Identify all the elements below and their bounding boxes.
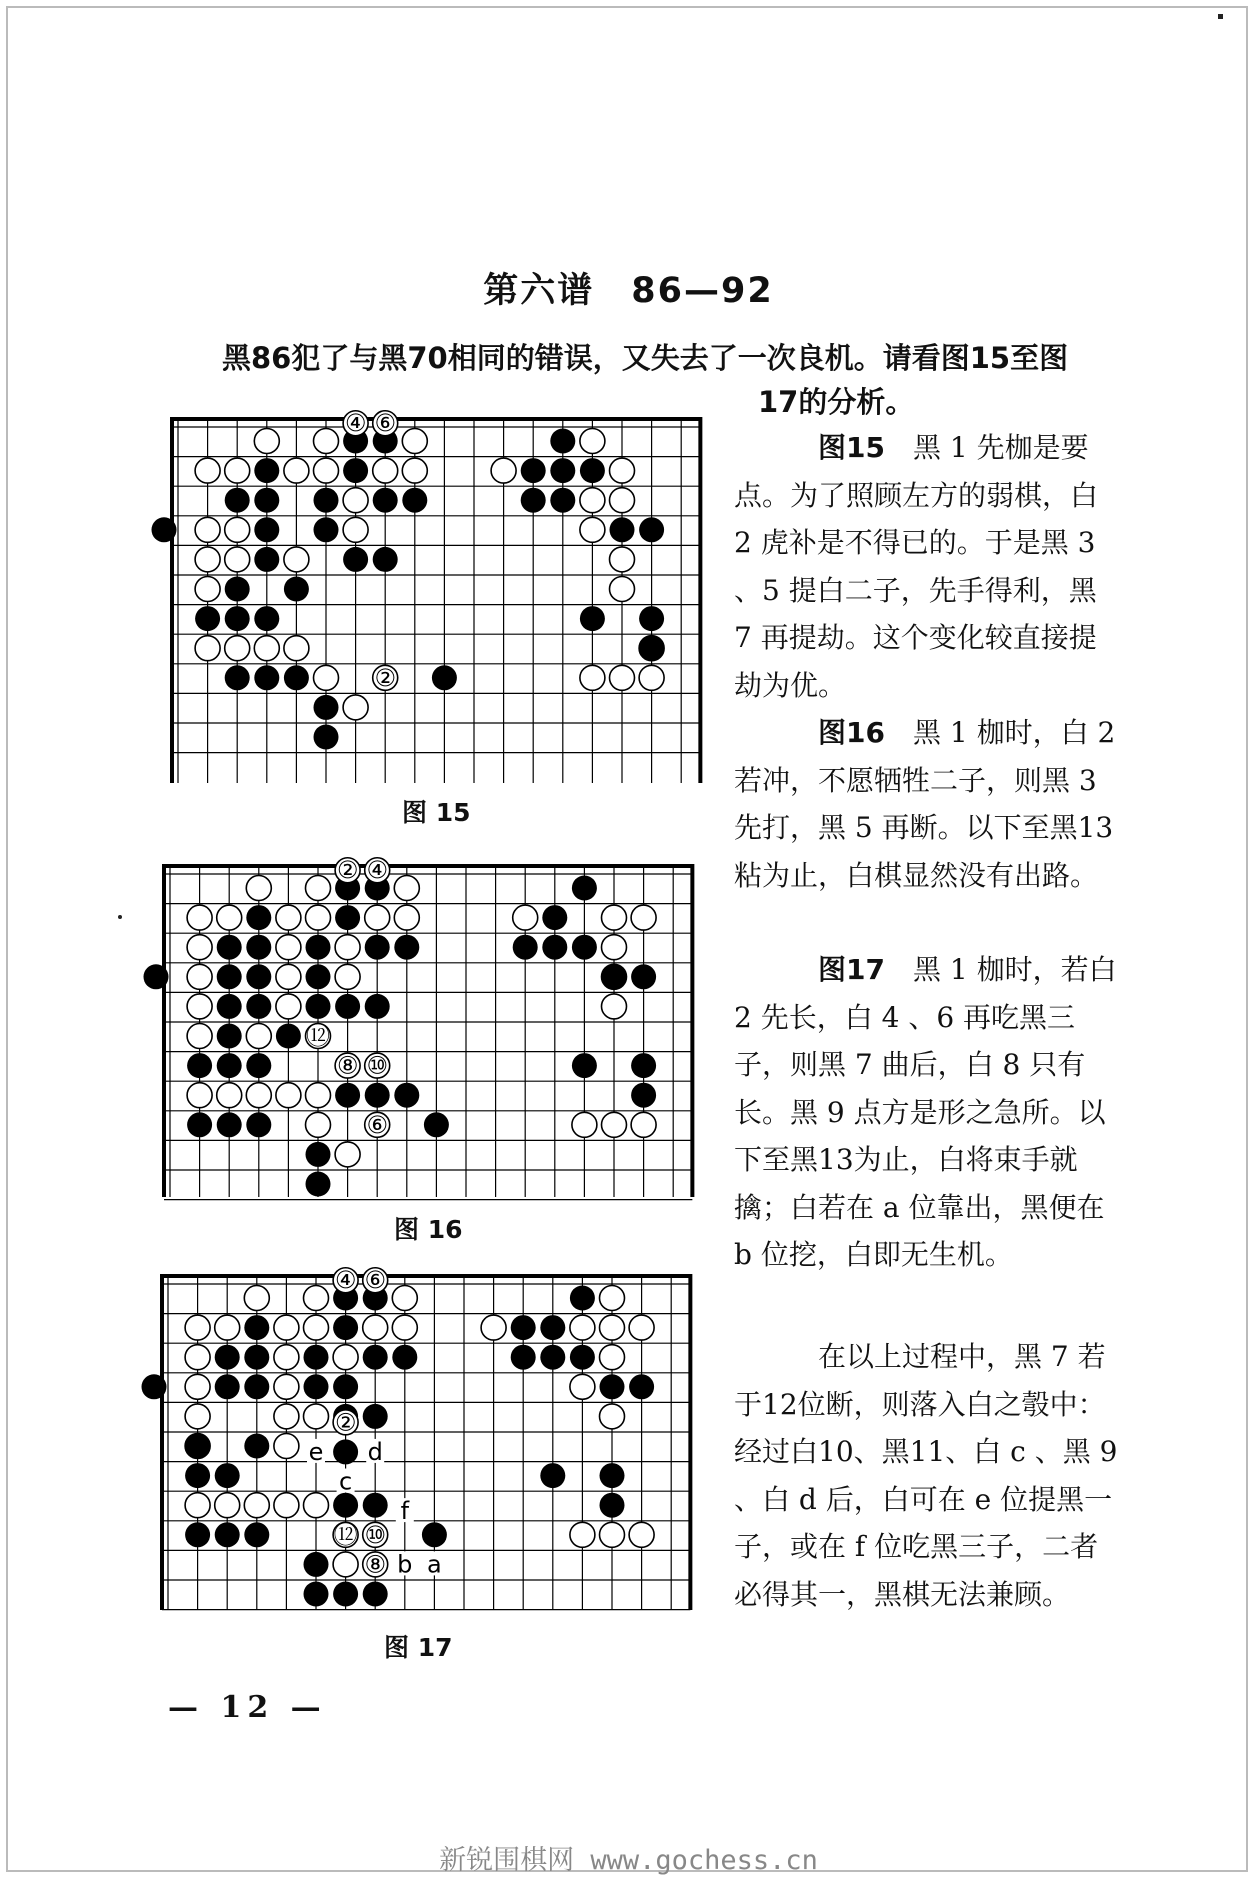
- black-stone: [246, 905, 271, 930]
- white-stone: [185, 1374, 210, 1399]
- white-stone: [600, 1522, 625, 1547]
- black-stone: [185, 1463, 210, 1488]
- white-stone: [306, 1083, 331, 1108]
- white-stone: [274, 1404, 299, 1429]
- black-stone: [217, 1053, 242, 1078]
- black-stone: [570, 1286, 595, 1311]
- black-stone: [254, 665, 279, 690]
- black-stone: [639, 517, 664, 542]
- white-stone: [392, 1286, 417, 1311]
- white-stone: [304, 1315, 329, 1340]
- white-stone: [580, 517, 605, 542]
- stone-number: ②: [334, 1408, 357, 1437]
- black-stone: [254, 547, 279, 572]
- black-stone: [314, 517, 339, 542]
- black-stone: [254, 458, 279, 483]
- board-svg: [160, 405, 695, 783]
- white-stone: [394, 905, 419, 930]
- intro-line-2: 17的分析。: [758, 385, 915, 419]
- black-stone: [254, 606, 279, 631]
- white-stone: [195, 547, 220, 572]
- white-stone: [185, 1315, 210, 1340]
- white-stone: [365, 905, 390, 930]
- black-stone: [152, 517, 177, 542]
- black-stone: [550, 429, 575, 454]
- go-board-fig16: [152, 852, 687, 1197]
- white-stone: [314, 665, 339, 690]
- stone-number: ⑩: [366, 1051, 388, 1080]
- black-stone: [629, 1374, 654, 1399]
- stone-number: ⑫: [333, 1520, 358, 1549]
- black-stone: [306, 935, 331, 960]
- black-stone: [185, 1434, 210, 1459]
- black-stone: [244, 1345, 269, 1370]
- black-stone: [580, 458, 605, 483]
- white-stone: [306, 905, 331, 930]
- white-stone: [629, 1522, 654, 1547]
- white-stone: [195, 458, 220, 483]
- black-stone: [225, 488, 250, 513]
- black-stone: [631, 1053, 656, 1078]
- black-stone: [217, 1112, 242, 1137]
- black-stone: [306, 964, 331, 989]
- heading-fig15: 图15: [818, 431, 885, 464]
- white-stone: [513, 905, 538, 930]
- white-stone: [304, 1286, 329, 1311]
- white-stone: [491, 458, 516, 483]
- white-stone: [304, 1493, 329, 1518]
- black-stone: [570, 1345, 595, 1370]
- black-stone: [365, 994, 390, 1019]
- white-stone: [274, 1345, 299, 1370]
- black-stone: [304, 1582, 329, 1607]
- board-svg: [152, 852, 687, 1197]
- black-stone: [394, 935, 419, 960]
- black-stone: [363, 1582, 388, 1607]
- white-stone: [274, 1374, 299, 1399]
- black-stone: [542, 935, 567, 960]
- black-stone: [521, 458, 546, 483]
- white-stone: [580, 665, 605, 690]
- black-stone: [572, 1053, 597, 1078]
- black-stone: [639, 606, 664, 631]
- black-stone: [572, 935, 597, 960]
- white-stone: [631, 1112, 656, 1137]
- black-stone: [422, 1522, 447, 1547]
- black-stone: [244, 1434, 269, 1459]
- white-stone: [639, 665, 664, 690]
- point-letter: f: [400, 1497, 410, 1526]
- white-stone: [187, 1083, 212, 1108]
- stone-number: ⑩: [364, 1520, 386, 1549]
- white-stone: [217, 1083, 242, 1108]
- white-stone: [481, 1315, 506, 1340]
- white-stone: [225, 636, 250, 661]
- white-stone: [195, 577, 220, 602]
- black-stone: [631, 964, 656, 989]
- white-stone: [335, 964, 360, 989]
- white-stone: [284, 636, 309, 661]
- caption-fig17: 图 17: [384, 1633, 453, 1662]
- white-stone: [602, 994, 627, 1019]
- point-letter: a: [427, 1550, 442, 1579]
- black-stone: [365, 935, 390, 960]
- white-stone: [600, 1315, 625, 1340]
- stone-number: ⑧: [336, 1051, 359, 1080]
- white-stone: [333, 1552, 358, 1577]
- black-stone: [187, 1112, 212, 1137]
- black-stone: [513, 935, 538, 960]
- go-board-fig17: [150, 1262, 685, 1610]
- black-stone: [333, 1315, 358, 1340]
- black-stone: [540, 1463, 565, 1488]
- black-stone: [600, 1463, 625, 1488]
- page-title: 第六谱 86—92: [483, 271, 774, 311]
- black-stone: [580, 606, 605, 631]
- black-stone: [246, 964, 271, 989]
- white-stone: [314, 429, 339, 454]
- white-stone: [402, 429, 427, 454]
- white-stone: [254, 636, 279, 661]
- black-stone: [335, 1083, 360, 1108]
- black-stone: [215, 1522, 240, 1547]
- black-stone: [254, 517, 279, 542]
- black-stone: [600, 1374, 625, 1399]
- white-stone: [580, 488, 605, 513]
- black-stone: [142, 1374, 167, 1399]
- page-number: — 12 —: [168, 1690, 327, 1725]
- white-stone: [335, 1142, 360, 1167]
- white-stone: [276, 1083, 301, 1108]
- stone-number: ④: [334, 1266, 357, 1295]
- black-stone: [333, 1493, 358, 1518]
- black-stone: [602, 964, 627, 989]
- black-stone: [306, 994, 331, 1019]
- white-stone: [246, 1083, 271, 1108]
- white-stone: [276, 994, 301, 1019]
- heading-fig17: 图17: [818, 953, 885, 986]
- black-stone: [246, 1112, 271, 1137]
- black-stone: [254, 488, 279, 513]
- white-stone: [343, 488, 368, 513]
- white-stone: [284, 547, 309, 572]
- white-stone: [195, 517, 220, 542]
- heading-fig16: 图16: [818, 716, 885, 749]
- white-stone: [187, 905, 212, 930]
- white-stone: [225, 547, 250, 572]
- black-stone: [304, 1552, 329, 1577]
- black-stone: [335, 994, 360, 1019]
- black-stone: [600, 1493, 625, 1518]
- black-stone: [402, 488, 427, 513]
- black-stone: [284, 665, 309, 690]
- paragraph-fig15: [734, 424, 1120, 709]
- black-stone: [542, 905, 567, 930]
- black-stone: [217, 935, 242, 960]
- black-stone: [511, 1345, 536, 1370]
- black-stone: [343, 547, 368, 572]
- black-stone: [631, 1083, 656, 1108]
- black-stone: [610, 517, 635, 542]
- black-stone: [343, 458, 368, 483]
- white-stone: [343, 517, 368, 542]
- white-stone: [225, 517, 250, 542]
- stone-number: ⑫: [306, 1022, 330, 1050]
- black-stone: [144, 964, 169, 989]
- white-stone: [187, 994, 212, 1019]
- white-stone: [215, 1493, 240, 1518]
- black-stone: [365, 1083, 390, 1108]
- white-stone: [314, 458, 339, 483]
- white-stone: [306, 876, 331, 901]
- black-stone: [540, 1345, 565, 1370]
- stone-number: ⑥: [366, 1110, 388, 1139]
- point-letter: c: [338, 1467, 353, 1496]
- white-stone: [244, 1286, 269, 1311]
- white-stone: [570, 1315, 595, 1340]
- white-stone: [610, 547, 635, 572]
- watermark: 新锐围棋网 www.gochess.cn: [439, 1845, 818, 1876]
- white-stone: [225, 458, 250, 483]
- white-stone: [185, 1404, 210, 1429]
- black-stone: [373, 547, 398, 572]
- black-stone: [373, 488, 398, 513]
- black-stone: [424, 1112, 449, 1137]
- stone-number: ②: [374, 663, 396, 692]
- black-stone: [215, 1345, 240, 1370]
- black-stone: [306, 1172, 331, 1197]
- white-stone: [570, 1522, 595, 1547]
- black-stone: [217, 964, 242, 989]
- white-stone: [274, 1315, 299, 1340]
- point-letter: b: [397, 1550, 413, 1579]
- black-stone: [314, 695, 339, 720]
- black-stone: [276, 1024, 301, 1049]
- caption-fig15: 图 15: [402, 798, 471, 827]
- white-stone: [610, 458, 635, 483]
- black-stone: [185, 1522, 210, 1547]
- white-stone: [610, 488, 635, 513]
- black-stone: [540, 1315, 565, 1340]
- black-stone: [639, 636, 664, 661]
- black-stone: [333, 1582, 358, 1607]
- paragraph-fig16: [734, 709, 1120, 899]
- black-stone: [550, 488, 575, 513]
- white-stone: [276, 935, 301, 960]
- point-letter: d: [367, 1437, 383, 1466]
- white-stone: [284, 458, 309, 483]
- white-stone: [217, 905, 242, 930]
- black-stone: [225, 665, 250, 690]
- black-stone: [363, 1493, 388, 1518]
- white-stone: [602, 935, 627, 960]
- white-stone: [402, 458, 427, 483]
- white-stone: [246, 1024, 271, 1049]
- body-fig17: 黑 1 枷时，若白 2 先长，白 4 、6 再吃黑三子，则黑 7 曲后，白 8 只有长。黑 9 点方是形之急所。以下至黑13为止，白将束手就擒；白若在 a 位靠出，黑便在 b 位挖，白即无生机。: [734, 953, 1117, 1271]
- white-stone: [215, 1315, 240, 1340]
- intro-line-1: 黑86犯了与黑70相同的错误，又失去了一次良机。请看图15至图: [222, 341, 1069, 375]
- white-stone: [363, 1315, 388, 1340]
- board-svg: [150, 1262, 685, 1610]
- black-stone: [521, 488, 546, 513]
- white-stone: [254, 429, 279, 454]
- white-stone: [274, 1493, 299, 1518]
- white-stone: [580, 429, 605, 454]
- stone-number: ②: [336, 856, 359, 885]
- white-stone: [610, 665, 635, 690]
- black-stone: [244, 1374, 269, 1399]
- white-stone: [187, 1024, 212, 1049]
- stone-number: ④: [344, 409, 367, 438]
- white-stone: [195, 636, 220, 661]
- stone-number: ④: [366, 856, 388, 885]
- black-stone: [215, 1374, 240, 1399]
- white-stone: [600, 1286, 625, 1311]
- white-stone: [631, 905, 656, 930]
- body-process: 在以上过程中，黑 7 若于12位断，则落入白之彀中：经过白10、黑11、白 c 、黑 9 、白 d 后，白可在 e 位提黑一子，或在 f 位吃黑三子，二者必得其一，黑棋无法兼顾。: [734, 1340, 1118, 1611]
- white-stone: [600, 1345, 625, 1370]
- white-stone: [602, 905, 627, 930]
- go-board-fig15: [160, 405, 695, 783]
- black-stone: [363, 1404, 388, 1429]
- white-stone: [304, 1404, 329, 1429]
- black-stone: [511, 1315, 536, 1340]
- black-stone: [314, 488, 339, 513]
- white-stone: [629, 1315, 654, 1340]
- black-stone: [246, 935, 271, 960]
- white-stone: [392, 1315, 417, 1340]
- white-stone: [600, 1404, 625, 1429]
- body-fig15: 黑 1 先枷是要点。为了照顾左方的弱棋，白 2 虎补是不得已的。于是黑 3 、5 提白二子，先手得利，黑 7 再提劫。这个变化较直接提劫为优。: [734, 431, 1099, 702]
- black-stone: [215, 1463, 240, 1488]
- black-stone: [432, 665, 457, 690]
- black-stone: [392, 1345, 417, 1370]
- white-stone: [187, 935, 212, 960]
- white-stone: [335, 935, 360, 960]
- caption-fig16: 图 16: [394, 1215, 463, 1244]
- black-stone: [225, 577, 250, 602]
- white-stone: [276, 905, 301, 930]
- body-fig16: 黑 1 枷时，白 2 若冲，不愿牺牲二子，则黑 3 先打，黑 5 再断。以下至黑13粘为止，白棋显然没有出路。: [734, 716, 1116, 892]
- black-stone: [306, 1142, 331, 1167]
- white-stone: [185, 1345, 210, 1370]
- stray-dot: [118, 915, 122, 919]
- black-stone: [284, 577, 309, 602]
- black-stone: [246, 1053, 271, 1078]
- black-stone: [225, 606, 250, 631]
- stone-number: ⑧: [364, 1550, 386, 1579]
- white-stone: [185, 1493, 210, 1518]
- white-stone: [394, 876, 419, 901]
- white-stone: [276, 964, 301, 989]
- white-stone: [244, 1493, 269, 1518]
- stone-number: ⑥: [364, 1266, 386, 1295]
- white-stone: [274, 1434, 299, 1459]
- corner-mark: [1218, 14, 1223, 19]
- white-stone: [187, 964, 212, 989]
- white-stone: [246, 876, 271, 901]
- black-stone: [335, 905, 360, 930]
- white-stone: [602, 1112, 627, 1137]
- white-stone: [333, 1345, 358, 1370]
- black-stone: [244, 1315, 269, 1340]
- black-stone: [246, 994, 271, 1019]
- black-stone: [195, 606, 220, 631]
- black-stone: [394, 1083, 419, 1108]
- black-stone: [304, 1345, 329, 1370]
- point-letter: e: [308, 1437, 324, 1466]
- white-stone: [373, 458, 398, 483]
- black-stone: [187, 1053, 212, 1078]
- stone-number: ⑥: [374, 409, 396, 438]
- white-stone: [570, 1374, 595, 1399]
- black-stone: [550, 458, 575, 483]
- black-stone: [217, 1024, 242, 1049]
- white-stone: [306, 1112, 331, 1137]
- black-stone: [314, 725, 339, 750]
- paragraph-process: [734, 1333, 1120, 1618]
- paragraph-fig17: [734, 946, 1120, 1279]
- white-stone: [343, 695, 368, 720]
- black-stone: [333, 1374, 358, 1399]
- black-stone: [363, 1345, 388, 1370]
- black-stone: [217, 994, 242, 1019]
- black-stone: [572, 876, 597, 901]
- black-stone: [244, 1522, 269, 1547]
- black-stone: [304, 1374, 329, 1399]
- white-stone: [572, 1112, 597, 1137]
- black-stone: [333, 1439, 358, 1464]
- white-stone: [610, 577, 635, 602]
